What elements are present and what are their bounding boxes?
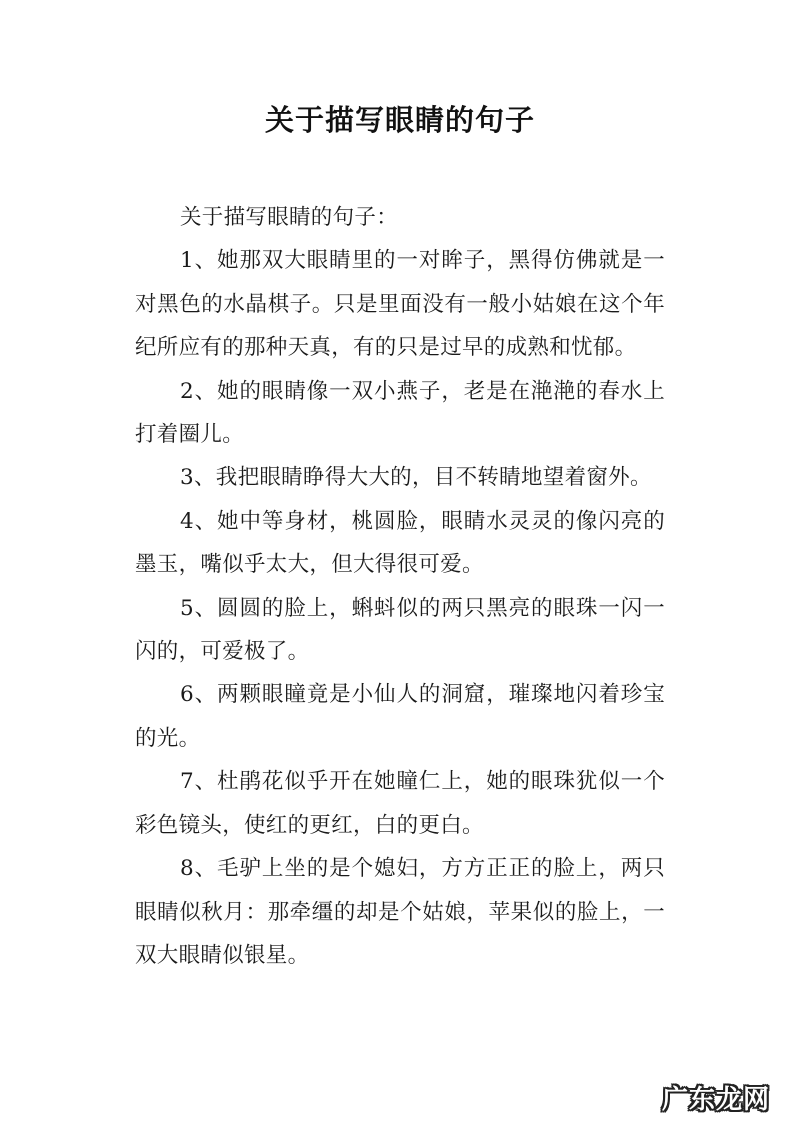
sentence-paragraph-4: 4、她中等身材，桃圆脸，眼睛水灵灵的像闪亮的墨玉，嘴似乎太大，但大得很可爱。 [135,508,665,578]
intro-paragraph: 关于描写眼睛的句子： [180,205,399,230]
sentence-paragraph-8: 8、毛驴上坐的是个媳妇，方方正正的脸上，两只眼睛似秋月：那牵缰的却是个姑娘，苹果似的脸上，一双大眼睛似银星。 [135,856,665,968]
sentence-paragraph-6: 6、两颗眼瞳竟是小仙人的洞窟，璀璨地闪着珍宝的光。 [135,682,665,751]
document-body [135,196,665,977]
sentence-paragraph-3: 3、我把眼睛睁得大大的，目不转睛地望着窗外。 [180,465,652,491]
site-watermark: 广东龙网 [661,1085,770,1115]
sentence-paragraph-1: 1、她那双大眼睛里的一对眸子，黑得仿佛就是一对黑色的水晶棋子。只是里面没有一般小姑娘在这个年纪所应有的那种天真，有的只是过早的成熟和忧郁。 [135,248,665,361]
sentence-paragraph-7: 7、杜鹃花似乎开在她瞳仁上，她的眼珠犹似一个彩色镜头，使红的更红，白的更白。 [135,769,665,838]
document-title: 关于描写眼睛的句子 [264,103,535,137]
sentence-paragraph-5: 5、圆圆的脸上，蝌蚪似的两只黑亮的眼珠一闪一闪的，可爱极了。 [135,595,665,665]
sentence-paragraph-2: 2、她的眼睛像一双小燕子，老是在滟滟的春水上打着圈儿。 [135,378,665,448]
